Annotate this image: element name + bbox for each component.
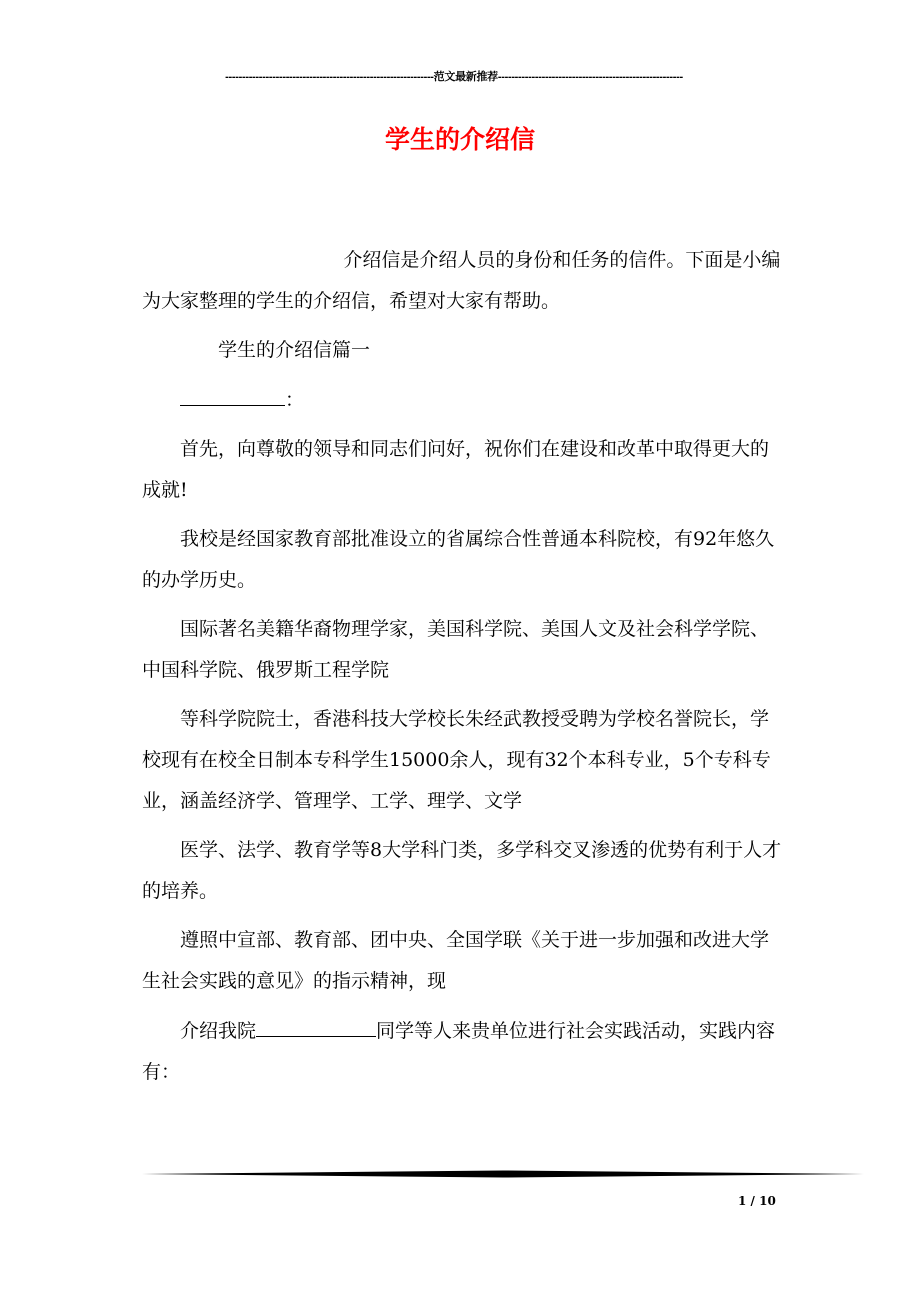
header-recommendation-line: --------------------------------------------------------------范文最新推荐------------------------------------------------------- [225, 71, 683, 83]
salutation-colon: ： [285, 389, 305, 411]
policy-paragraph: 遵照中宣部、教育部、团中央、全国学联《关于进一步加强和改进大学生社会实践的意见》的指示精神，现 [142, 929, 770, 992]
salutation-line [142, 379, 782, 421]
introduction-suffix: 同学等人来贵单位进行社会实践活动，实践内容有： [142, 1020, 776, 1083]
footer-divider [142, 1170, 864, 1178]
document-title: 学生的介绍信 [384, 125, 535, 154]
introduction-paragraph [142, 1010, 782, 1093]
academician-paragraph: 国际著名美籍华裔物理学家，美国科学院、美国人文及社会科学学院、中国科学院、俄罗斯工程学院 [142, 618, 770, 681]
intro-paragraph: 介绍信是介绍人员的身份和任务的信件。下面是小编为大家整理的学生的介绍信，希望对大家有帮助。 [142, 249, 781, 312]
document-body [142, 240, 782, 1101]
greeting-paragraph: 首先，向尊敬的领导和同志们问好，祝你们在建设和改革中取得更大的成就! [142, 438, 770, 501]
school-scale-paragraph: 等科学院院士，香港科技大学校长朱经武教授受聘为学校名誉院长，学校现有在校全日制本专科学生15000余人，现有32个本科专业，5个专科专业，涵盖经济学、管理学、工学、理学、文学 [142, 708, 771, 812]
recipient-blank [180, 379, 285, 406]
student-name-blank [256, 1010, 376, 1037]
section-heading: 学生的介绍信篇一 [218, 339, 371, 361]
page-number: 1 / 10 [738, 1194, 776, 1208]
school-intro-paragraph: 我校是经国家教育部批准设立的省属综合性普通本科院校，有92年悠久的办学历史。 [142, 528, 775, 591]
disciplines-paragraph: 医学、法学、教育学等8大学科门类，多学科交叉渗透的优势有利于人才的培养。 [142, 839, 782, 902]
introduction-prefix: 介绍我院 [180, 1020, 257, 1042]
